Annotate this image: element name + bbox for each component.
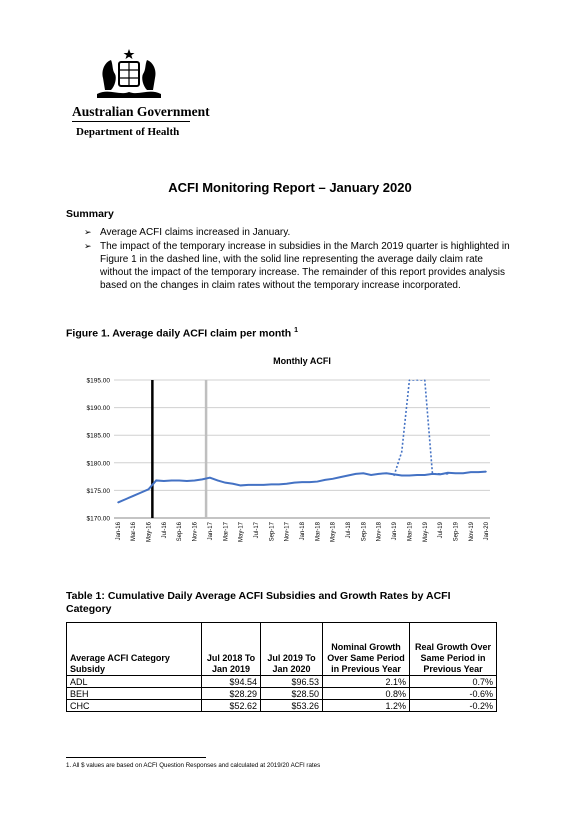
- summary-list: [66, 226, 516, 293]
- x-tick-label: Mar-18: [315, 522, 322, 542]
- data-point: [486, 471, 487, 472]
- arrow-bullet-icon: ➢: [84, 227, 92, 237]
- data-point: [186, 480, 187, 481]
- data-point: [440, 473, 441, 474]
- x-tick-label: Jul-19: [438, 522, 445, 539]
- report-title: ACFI Monitoring Report – January 2020: [168, 180, 412, 195]
- data-point: [424, 474, 425, 475]
- data-point: [432, 473, 433, 474]
- x-tick-label: Nov-19: [468, 522, 475, 542]
- x-tick-label: Sep-18: [361, 522, 368, 542]
- column-header: Nominal Growth Over Same Period in Previous Year: [323, 623, 410, 676]
- summary-heading: Summary: [66, 208, 114, 220]
- table-cell: $52.62: [202, 700, 261, 712]
- x-tick-label: May-17: [238, 522, 245, 543]
- arrow-bullet-icon: ➢: [84, 241, 92, 251]
- column-header: Jul 2018 To Jan 2019: [202, 623, 261, 676]
- y-tick-label: $185.00: [86, 432, 110, 440]
- table-cell: ADL: [67, 676, 202, 688]
- data-point: [156, 480, 157, 481]
- column-header: Jul 2019 To Jan 2020: [261, 623, 323, 676]
- data-point: [117, 502, 118, 503]
- header-rule: [72, 121, 190, 122]
- data-point: [140, 492, 141, 493]
- data-point: [401, 475, 402, 476]
- dashed-series-line: [394, 380, 448, 475]
- x-tick-label: Jul-16: [161, 522, 168, 539]
- data-point: [255, 484, 256, 485]
- data-point: [417, 474, 418, 475]
- summary-bullet-text: The impact of the temporary increase in subsidies in the March 2019 quarter is highlighted in Figure 1 in the dashed line, with the solid line representing the average daily claim rate without the impact of the temporary increase. The remainder of this report provides analysis based on the changes in claim rates without the temporary increase incorporated.: [100, 241, 510, 291]
- table-cell: 2.1%: [323, 676, 410, 688]
- data-point: [163, 480, 164, 481]
- data-point: [317, 481, 318, 482]
- data-point: [347, 475, 348, 476]
- table-cell: $94.54: [202, 676, 261, 688]
- data-point: [409, 379, 410, 380]
- data-point: [194, 480, 195, 481]
- x-tick-label: May-19: [422, 522, 429, 543]
- data-point: [386, 473, 387, 474]
- footnote-ref: 1: [294, 327, 299, 334]
- coat-of-arms-logo: [95, 48, 163, 100]
- x-tick-label: Jan-20: [484, 522, 491, 541]
- summary-bullet: [66, 226, 516, 239]
- table-row: [67, 700, 497, 712]
- department-name: Department of Health: [76, 126, 180, 138]
- data-point: [424, 379, 425, 380]
- x-tick-label: May-18: [330, 522, 337, 543]
- x-tick-label: Nov-16: [192, 522, 199, 542]
- x-tick-label: Sep-16: [177, 522, 184, 542]
- data-point: [340, 477, 341, 478]
- data-point: [393, 475, 394, 476]
- y-tick-label: $170.00: [86, 515, 110, 523]
- table-cell: 0.7%: [410, 676, 497, 688]
- summary-bullet-text: Average ACFI claims increased in January.: [100, 227, 291, 238]
- column-header: Average ACFI Category Subsidy: [67, 623, 202, 676]
- table-cell: 0.8%: [323, 688, 410, 700]
- data-point: [417, 379, 418, 380]
- data-point: [409, 475, 410, 476]
- data-point: [179, 480, 180, 481]
- x-tick-label: Sep-19: [453, 522, 460, 542]
- data-point: [263, 484, 264, 485]
- table-cell: BEH: [67, 688, 202, 700]
- x-tick-label: Jul-18: [346, 522, 353, 539]
- summary-bullet: [66, 240, 516, 292]
- x-tick-label: Mar-19: [407, 522, 414, 542]
- data-point: [324, 479, 325, 480]
- table-heading: Table 1: Cumulative Daily Average ACFI Subsidies and Growth Rates by ACFI Category: [66, 590, 451, 615]
- government-name: Australian Government: [72, 104, 210, 119]
- x-tick-label: Jan-18: [300, 522, 306, 541]
- footnote-rule: [66, 757, 206, 758]
- data-point: [447, 473, 448, 474]
- footnote: 1. All $ values are based on ACFI Question Responses and calculated at 2019/20 ACFI rates: [66, 762, 321, 769]
- data-point: [278, 484, 279, 485]
- x-tick-label: Jul-17: [253, 522, 260, 539]
- data-point: [225, 482, 226, 483]
- data-point: [332, 478, 333, 479]
- data-point: [470, 472, 471, 473]
- table-cell: $96.53: [261, 676, 323, 688]
- x-tick-label: Mar-16: [131, 522, 138, 542]
- data-point: [133, 495, 134, 496]
- x-tick-label: Jan-17: [207, 522, 214, 541]
- y-tick-label: $180.00: [86, 460, 110, 468]
- table-cell: 1.2%: [323, 700, 410, 712]
- y-tick-label: $175.00: [86, 487, 110, 495]
- data-point: [355, 473, 356, 474]
- x-tick-label: Nov-18: [376, 522, 383, 542]
- data-point: [401, 451, 402, 452]
- data-point: [248, 484, 249, 485]
- x-tick-label: Jan-16: [115, 522, 122, 541]
- data-point: [363, 473, 364, 474]
- table-row: [67, 676, 497, 688]
- data-point: [301, 482, 302, 483]
- table-cell: $53.26: [261, 700, 323, 712]
- table-cell: CHC: [67, 700, 202, 712]
- y-tick-label: $195.00: [86, 377, 110, 385]
- data-point: [478, 472, 479, 473]
- data-point: [286, 483, 287, 484]
- x-tick-label: May-16: [146, 522, 153, 543]
- data-point: [232, 483, 233, 484]
- y-tick-label: $190.00: [86, 405, 110, 413]
- data-point: [463, 473, 464, 474]
- line-chart: [66, 348, 506, 553]
- data-point: [378, 473, 379, 474]
- chart-title: Monthly ACFI: [273, 356, 331, 366]
- x-tick-label: Mar-17: [223, 522, 230, 542]
- table-row: [67, 688, 497, 700]
- table-cell: -0.2%: [410, 700, 497, 712]
- table-cell: $28.50: [261, 688, 323, 700]
- table-cell: -0.6%: [410, 688, 497, 700]
- x-tick-label: Nov-17: [284, 522, 291, 542]
- solid-series-line: [118, 472, 486, 503]
- x-tick-label: Jan-19: [392, 522, 399, 541]
- data-point: [370, 474, 371, 475]
- data-point: [202, 479, 203, 480]
- data-point: [209, 477, 210, 478]
- data-point: [294, 482, 295, 483]
- figure-heading: [66, 327, 298, 340]
- data-point: [125, 499, 126, 500]
- data-point: [309, 482, 310, 483]
- x-tick-label: Sep-17: [269, 522, 276, 542]
- data-point: [455, 473, 456, 474]
- data-point: [217, 480, 218, 481]
- data-point: [240, 485, 241, 486]
- figure-heading-text: Figure 1. Average daily ACFI claim per month: [66, 327, 292, 340]
- table-cell: $28.29: [202, 688, 261, 700]
- column-header: Real Growth Over Same Period in Previous Year: [410, 623, 497, 676]
- subsidy-table: [66, 622, 497, 712]
- data-point: [271, 484, 272, 485]
- data-point: [148, 489, 149, 490]
- data-point: [171, 480, 172, 481]
- table-header-row: [67, 623, 497, 676]
